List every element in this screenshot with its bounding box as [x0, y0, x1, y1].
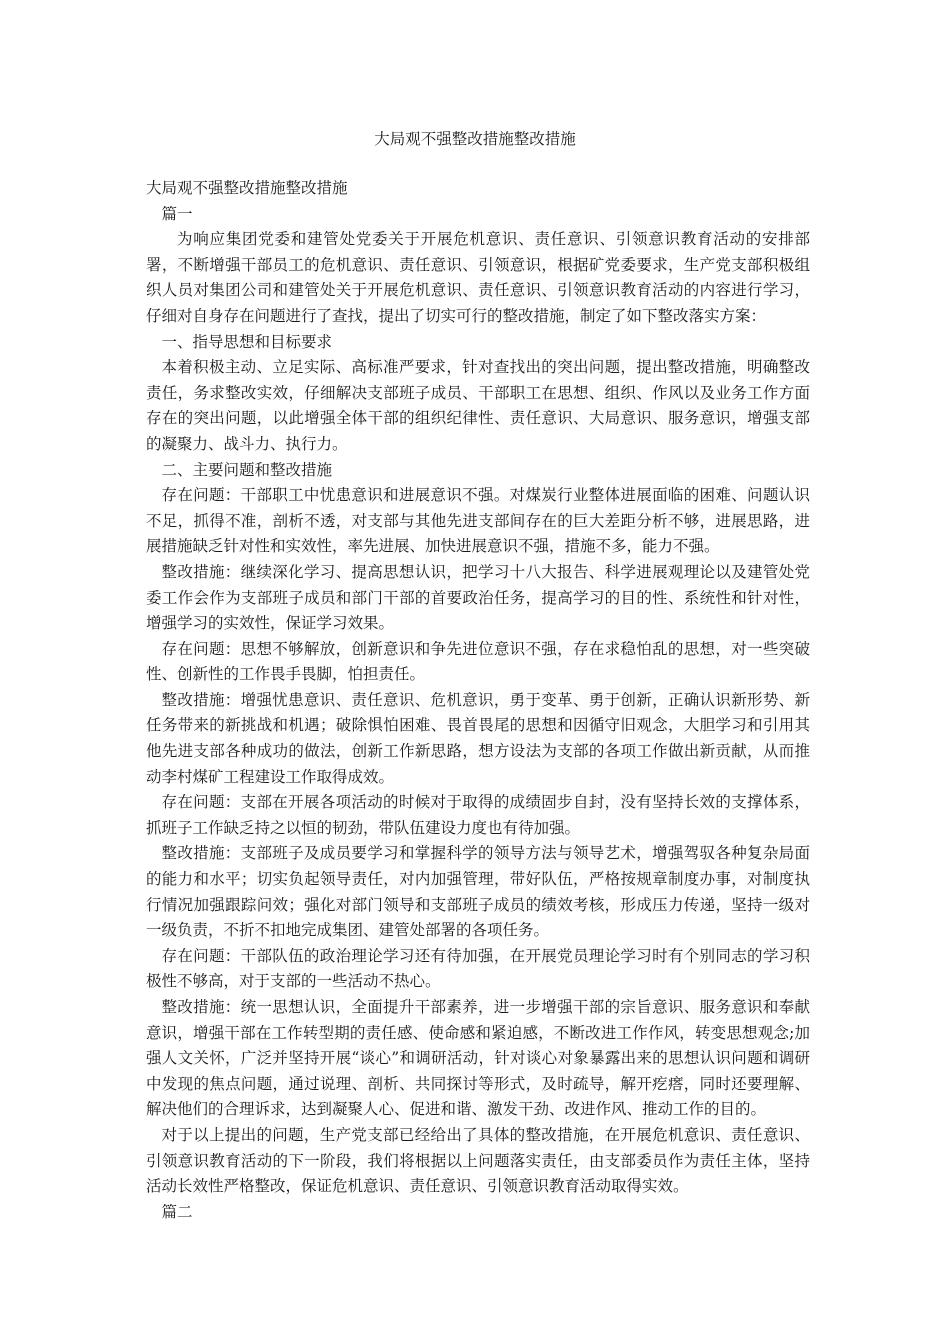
subheading-main-problems: 二、主要问题和整改措施	[161, 460, 333, 479]
page-title: 大局观不强整改措施整改措施	[374, 130, 576, 148]
paragraph-problem-1: 存在问题：干部职工中忧患意识和进展意识不强。对煤炭行业整体进展面临的困难、问题认识不足，抓得不准，剖析不透，对支部与其他先进支部间存在的巨大差距分析不够，进展思路，进展措施缺乏针对性和实效性，率先进展、加快进展意识不强，措施不多，能力不强。	[146, 486, 810, 556]
paragraph-guiding-ideology: 本着积极主动、立足实际、高标准严要求，针对查找出的突出问题，提出整改措施，明确整改责任，务求整改实效，仔细解决支部班子成员、干部职工在思想、组织、作风以及业务工作方面存在的突出问题，以此增强全体干部的组织纪律性、责任意识、大局意识、服务意识，增强支部的凝聚力、战斗力、执行力。	[146, 358, 810, 453]
paragraph-problem-3: 存在问题：支部在开展各项活动的时候对于取得的成绩固步自封，没有坚持长效的支撑体系，抓班子工作缺乏持之以恒的韧劲，带队伍建设力度也有待加强。	[146, 793, 810, 837]
paragraph-problem-4: 存在问题：干部队伍的政治理论学习还有待加强，在开展党员理论学习时有个别同志的学习积极性不够高，对于支部的一些活动不热心。	[146, 946, 810, 991]
paragraph-intro: 为响应集团党委和建管处党委关于开展危机意识、责任意识、引领意识教育活动的安排部署，不断增强干部员工的危机意识、责任意识、引领意识，根据矿党委要求，生产党支部积极组织人员对集团公司和建管处关于开展危机意识、责任意识、引领意识教育活动的内容进行学习，仔细对自身存在问题进行了查找，提出了切实可行的整改措施，制定了如下整改落实方案：	[146, 230, 810, 325]
paragraph-problem-2: 存在问题：思想不够解放，创新意识和争先进位意识不强，存在求稳怕乱的思想，对一些突破性、创新性的工作畏手畏脚，怕担责任。	[146, 639, 810, 684]
paragraph-measure-3: 整改措施：支部班子及成员要学习和掌握科学的领导方法与领导艺术，增强驾驭各种复杂局面的能力和水平；切实负起领导责任，对内加强管理，带好队伍，严格按规章制度办事，对制度执行情况加强跟踪问效；强化对部门领导和支部班子成员的绩效考核，形成压力传递，坚持一级对一级负责，不折不扣地完成集团、建管处部署的各项任务。	[146, 844, 810, 940]
paragraph-measure-4: 整改措施：统一思想认识，全面提升干部素养，进一步增强干部的宗旨意识、服务意识和奉献意识，增强干部在工作转型期的责任感、使命感和紧迫感，不断改进工作作风，转变思想观念;加强人文关怀，广泛并坚持开展“谈心”和调研活动，针对谈心对象暴露出来的思想认识问题和调研中发现的焦点问题，通过说理、剖析、共同探讨等形式，及时疏导，解开疙瘩，同时还要理解、解决他们的合理诉求，达到凝聚人心、促进和谐、激发干劲、改进作风、推动工作的目的。	[146, 998, 810, 1119]
section-label-part-1: 篇一	[161, 204, 193, 223]
document-body	[146, 176, 810, 1225]
subheading-guiding-ideology: 一、指导思想和目标要求	[161, 332, 333, 351]
body-heading: 大局观不强整改措施整改措施	[146, 179, 348, 197]
paragraph-measure-2: 整改措施：增强忧患意识、责任意识、危机意识，勇于变革、勇于创新，正确认识新形势、新任务带来的新挑战和机遇；破除惧怕困难、畏首畏尾的思想和因循守旧观念，大胆学习和引用其他先进支部各种成功的做法，创新工作新思路，想方设法为支部的各项工作做出新贡献，从而推动李村煤矿工程建设工作取得成效。	[146, 690, 810, 786]
section-label-part-2: 篇二	[161, 1202, 193, 1221]
paragraph-conclusion: 对于以上提出的问题，生产党支部已经给出了具体的整改措施，在开展危机意识、责任意识、引领意识教育活动的下一阶段，我们将根据以上问题落实责任，由支部委员作为责任主体，坚持活动长效性严格整改，保证危机意识、责任意识、引领意识教育活动取得实效。	[146, 1125, 810, 1196]
paragraph-measure-1: 整改措施：继续深化学习、提高思想认识，把学习十八大报告、科学进展观理论以及建管处党委工作会作为支部班子成员和部门干部的首要政治任务，提高学习的目的性、系统性和针对性，增强学习的实效性，保证学习效果。	[146, 562, 810, 633]
